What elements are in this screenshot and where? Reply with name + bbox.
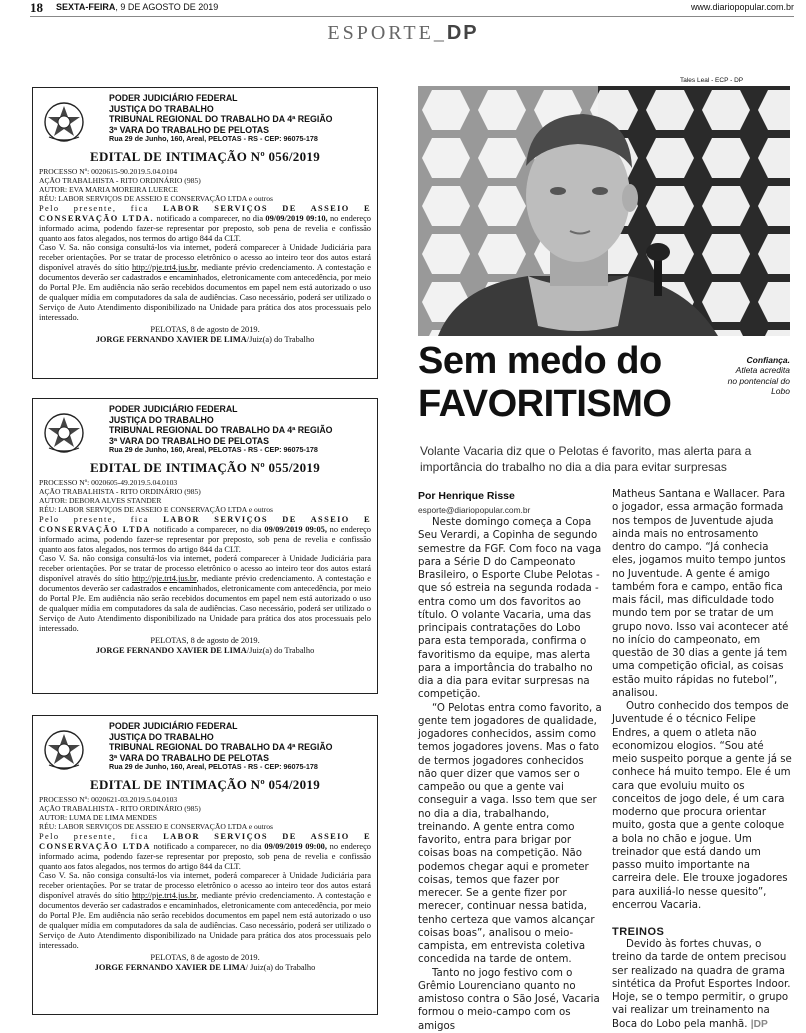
section-title [0,22,806,45]
coat-of-arms-icon [43,729,85,771]
notice-title: EDITAL DE INTIMAÇÃO Nº 055/2019 [89,460,321,475]
org-line: TRIBUNAL REGIONAL DO TRABALHO DA 4ª REGIÃO [109,425,333,436]
org-line: JUSTIÇA DO TRABALHO [109,731,214,742]
notice-meta [39,796,371,832]
org-address: Rua 29 de Junho, 160, Areal, PELOTAS - RS - CEP: 96075-178 [109,762,318,772]
notice-meta [39,168,371,204]
judge-name: JORGE FERNANDO XAVIER DE LIMA [95,334,247,344]
pje-link[interactable]: http://pje.trt4.jus.br [131,574,197,584]
body-text: no endereço informado acima, podendo fazer-se representar por preposto, sob pena de revelia e confissão quanto aos fatos alegados, nos termos do artigo 844 da CLT. [39,841,371,871]
action-type: AÇÃO TRABALHISTA - RITO ORDINÁRIO (985) [39,486,201,496]
notice-organization [109,404,333,455]
byline: Por Henrique Risse [418,490,515,502]
website-url: www.diariopopular.com.br [690,2,794,12]
judge-role: /Juiz(a) do Trabalho [246,645,315,655]
notice-organization [109,93,333,144]
headline [418,340,671,425]
body-notified: notificado a comparecer, no dia [150,524,265,534]
plaintiff: AUTOR: DEBORA ALVES STANDER [39,495,162,505]
weekday: SEXTA-FEIRA [56,2,116,12]
judge-name: JORGE FERNANDO XAVIER DE LIMA [94,962,246,972]
paragraph [612,938,792,1031]
notice-body [39,204,371,323]
section-word: ESPORTE_ [327,22,447,44]
photo-credit: Tales Leal - ECP - DP [680,77,744,84]
plaintiff: AUTOR: EVA MARIA MOREIRA LUERCE [39,184,178,194]
player-portrait-image [418,86,790,336]
paragraph: Tanto no jogo festivo com o Grêmio Lourenciano quanto no amistoso contra o São José, Vacaria formou o meio-campo com os amigos [418,967,600,1032]
body-text: Caso V. Sa. não consiga consultá-los via internet, poderá comparecer à Unidade Judiciária para receber orientações. Por se tratar de processo eletrônico o acesso ao inteiro teor dos autos estará disponível através do sítio [39,871,371,901]
company-name: LABOR SERVIÇOS DE ASSEIO E CONSERVAÇÃO LTDA. [39,203,371,223]
body-lead: Pelo presente, fica [39,514,164,524]
notice-organization [109,721,333,772]
hearing-datetime: 09/09/2019 09:10, [265,213,328,223]
notice-body [39,515,371,634]
defendant: RÉU: LABOR SERVIÇOS DE ASSEIO E CONSERVAÇÃO LTDA e outros [39,504,274,514]
paragraph-text: Devido às fortes chuvas, o treino da tarde de ontem precisou ser realizado na quadra de grama sintética da Profut Esportes Indoor. Hoje, se o tempo permitir, o grupo vai realizar um treinamento na Boca do Lobo pela manhã. [612,939,791,1030]
notice-place-date: PELOTAS, 8 de agosto de 2019. [150,324,260,334]
page-number: 18 [30,0,43,15]
coat-of-arms-icon [43,101,85,143]
notice-title: EDITAL DE INTIMAÇÃO Nº 054/2019 [89,777,321,792]
headline-line-2: FAVORITISMO [418,382,672,425]
legal-notice-1 [32,87,378,379]
company-name: LABOR SERVIÇOS DE ASSEIO E CONSERVAÇÃO LTDA [39,514,371,534]
body-text: , mediante prévio credenciamento. A contestação e documentos deverão ser cadastrados e encaminhados, eletronicamente com antecedência, por meio do Portal PJe. Em audiência não serão recebidos documentos em papel nem está autorizado o uso de qualquer mídia em computadores da sala de audiências. Caso necessário, poderá ser utilizado o Serviço de Auto Atendimento disponibilizado na Unidade para prática dos atos processuais pelo interessado. [39,263,371,322]
player-photo [418,86,790,336]
end-tag: |DP [750,1018,768,1030]
paragraph: Matheus Santana e Wallacer. Para o jogador, essa armação formada nos tempos de Juventude ajuda ainda mais no entrosamento dentro do campo. “Já conhecia eles, jogamos muito tempo juntos no Juventude. A gente é amigo também fora e campo, então fica mais fácil, mas dificuldade todo mundo tem por se tratar de um grupo novo. Isso vai acontecer até no início do campeonato, em questão de 30 dias a gente já tem uma competição oficial, as coisas estão muito rápidas no futebol”, analisou. [612,489,789,699]
org-line: PODER JUDICIÁRIO FEDERAL [109,404,238,414]
defendant: RÉU: LABOR SERVIÇOS DE ASSEIO E CONSERVAÇÃO LTDA e outros [39,193,274,203]
company-name: LABOR SERVIÇOS DE ASSEIO E CONSERVAÇÃO LTDA [39,831,371,851]
body-notified: notificado a comparecer, no dia [154,213,266,223]
paragraph: “O Pelotas entra como favorito, a gente tem jogadores de qualidade, jogadores conhecidos, assim como temos jogadores jovens. Mas o fato de termos jogadores conhecidos não quer dizer que vamos ser o campeão ou que a gente vai conseguir a vaga. Isso tem que ser no dia a dia, trabalhando, treinando. A gente entra como favorito, entra para brigar por coisas boas na competição. Não podemos chegar aqui e prometer coisas, temos que fazer por merecer. Se a gente fizer por merecer, continuar nessa batida, tenho certeza que vamos alcançar coisas boas”, analisou o meio-campista, em entrevista coletiva concedida na tarde de ontem. [418,702,602,966]
subhead-treinos: TREINOS [612,926,665,938]
author-email[interactable]: esporte@diariopopular.com.br [418,505,531,515]
body-text: , mediante prévio credenciamento. A contestação e documentos deverão ser cadastrados e encaminhados, eletronicamente com antecedência, por meio do Portal PJe. Em audiência não serão recebidos documentos em papel nem está autorizado o uso de qualquer mídia em computadores da sala de audiências. Caso necessário, poderá ser utilizado o Serviço de Auto Atendimento disponibilizado na Unidade para prática dos atos processuais pelo interessado. [39,574,371,633]
org-line: JUSTIÇA DO TRABALHO [109,103,214,114]
body-lead: Pelo presente, fica [39,203,164,213]
body-text: Caso V. Sa. não consiga consultá-los via internet, poderá comparecer à Unidade Judiciária para receber orientações. Por se tratar de processo eletrônico o acesso ao inteiro teor dos autos estará disponível através do sítio [39,554,371,584]
photo-caption [724,355,790,396]
article-column-1 [418,516,604,1033]
notice-meta [39,479,371,515]
notice-place-date: PELOTAS, 8 de agosto de 2019. [150,952,260,962]
body-text: no endereço informado acima, podendo fazer-se representar por preposto, sob pena de revelia e confissão quanto aos fatos alegados, nos termos do artigo 844 da CLT. [39,524,371,554]
judge-name: JORGE FERNANDO XAVIER DE LIMA [95,645,247,655]
caption-text: Atleta acredita no pontencial do Lobo [727,365,790,397]
notice-header [39,404,371,456]
process-number: PROCESSO Nº: 0020615-90.2019.5.04.0104 [39,167,178,176]
judge-role: / Juiz(a) do Trabalho [245,962,316,972]
legal-notice-3 [32,715,378,1015]
article-column-2 [612,488,792,1031]
standfirst: Volante Vacaria diz que o Pelotas é favorito, mas alerta para a importância do trabalho no dia a dia para evitar surpresas [420,444,752,474]
caption-label: Confiança. [746,355,790,365]
body-text: no endereço informado acima, podendo fazer-se representar por preposto, sob pena de revelia e confissão quanto aos fatos alegados, nos termos do artigo 844 da CLT. [39,213,371,243]
org-line: 3ª VARA DO TRABALHO DE PELOTAS [109,435,269,446]
notice-signature [39,646,371,656]
org-line: PODER JUDICIÁRIO FEDERAL [109,721,238,731]
dateline [56,2,218,12]
page-header [0,0,806,20]
action-type: AÇÃO TRABALHISTA - RITO ORDINÁRIO (985) [39,175,201,185]
process-number: PROCESSO Nº: 0020605-49.2019.5.04.0103 [39,478,178,487]
body-lead: Pelo presente, fica [39,831,164,841]
notice-signature [39,963,371,973]
section-brand: DP [446,22,479,44]
defendant: RÉU: LABOR SERVIÇOS DE ASSEIO E CONSERVAÇÃO LTDA e outros [39,821,274,831]
plaintiff: AUTOR: LUMA DE LIMA MENDES [39,812,157,822]
action-type: AÇÃO TRABALHISTA - RITO ORDINÁRIO (985) [39,803,201,813]
paragraph: Neste domingo começa a Copa Seu Verardi, a Copinha de segundo semestre da FGF. Com foco na vaga para a Série D do Campeonato Brasileiro, o Esporte Clube Pelotas - que só estreia na segunda rodada - entra como um dos favoritos ao título. O volante Vacaria, uma das principais contratações do Lobo para esta temporada, confirma o favoritismo da equipe, mas alerta para a importância do trabalho no dia a dia para evitar surpresas na competição. [418,517,602,701]
notice-place-date: PELOTAS, 8 de agosto de 2019. [150,635,260,645]
coat-of-arms-icon [43,412,85,454]
process-number: PROCESSO Nº: 0020621-03.2019.5.04.0103 [39,795,178,804]
org-line: TRIBUNAL REGIONAL DO TRABALHO DA 4ª REGIÃO [109,114,333,125]
hearing-datetime: 09/09/2019 09:00, [264,841,327,851]
judge-role: /Juiz(a) do Trabalho [246,334,315,344]
notice-signature [39,335,371,345]
org-line: PODER JUDICIÁRIO FEDERAL [109,93,238,103]
org-address: Rua 29 de Junho, 160, Areal, PELOTAS - RS - CEP: 96075-178 [109,134,318,144]
org-address: Rua 29 de Junho, 160, Areal, PELOTAS - RS - CEP: 96075-178 [109,445,318,455]
pje-link[interactable]: http://pje.trt4.jus.br [131,263,197,273]
date: , 9 DE AGOSTO DE 2019 [115,2,219,12]
hearing-datetime: 09/09/2019 09:05, [264,524,327,534]
body-text: Caso V. Sa. não consiga consultá-los via internet, poderá comparecer à Unidade Judiciária para receber orientações. Por se tratar de processo eletrônico o acesso ao inteiro teor dos autos estará disponível através do sítio [39,243,371,273]
org-line: 3ª VARA DO TRABALHO DE PELOTAS [109,124,269,135]
body-notified: notificado a comparecer, no dia [150,841,265,851]
headline-line-1: Sem medo do [418,340,662,382]
paragraph: Outro conhecido dos tempos de Juventude é o técnico Felipe Endres, a quem o atleta não economizou elogios. “Sou até meio suspeito porque a gente já se conhece há muito tempo. Ele é um cara que evoluiu muito os conceitos de jogo dele, é um cara moderno que procura orientar muito, gosta que a gente coloque a bola no chão e jogue. Um treinador que está dando um passo muito importante na carreira dele. Ele trouxe jogadores para auxiliá-lo nesse quesito”, encerrou Vacaria. [612,701,792,911]
org-line: TRIBUNAL REGIONAL DO TRABALHO DA 4ª REGIÃO [109,742,333,753]
pje-link[interactable]: http://pje.trt4.jus.br [131,891,197,901]
notice-title: EDITAL DE INTIMAÇÃO Nº 056/2019 [89,149,321,164]
notice-header [39,721,371,773]
legal-notice-2 [32,398,378,694]
org-line: JUSTIÇA DO TRABALHO [109,414,214,425]
notice-body [39,832,371,951]
notice-header [39,93,371,145]
header-divider [30,16,794,17]
org-line: 3ª VARA DO TRABALHO DE PELOTAS [109,752,269,763]
body-text: , mediante prévio credenciamento. A contestação e documentos deverão ser cadastrados e encaminhados, eletronicamente com antecedência, por meio do Portal PJe. Em audiência não serão recebidos documentos em papel nem está autorizado o uso de qualquer mídia em computadores da sala de audiências. Caso necessário, poderá ser utilizado o Serviço de Auto Atendimento disponibilizado na Unidade para prática dos atos processuais pelo interessado. [39,891,371,950]
